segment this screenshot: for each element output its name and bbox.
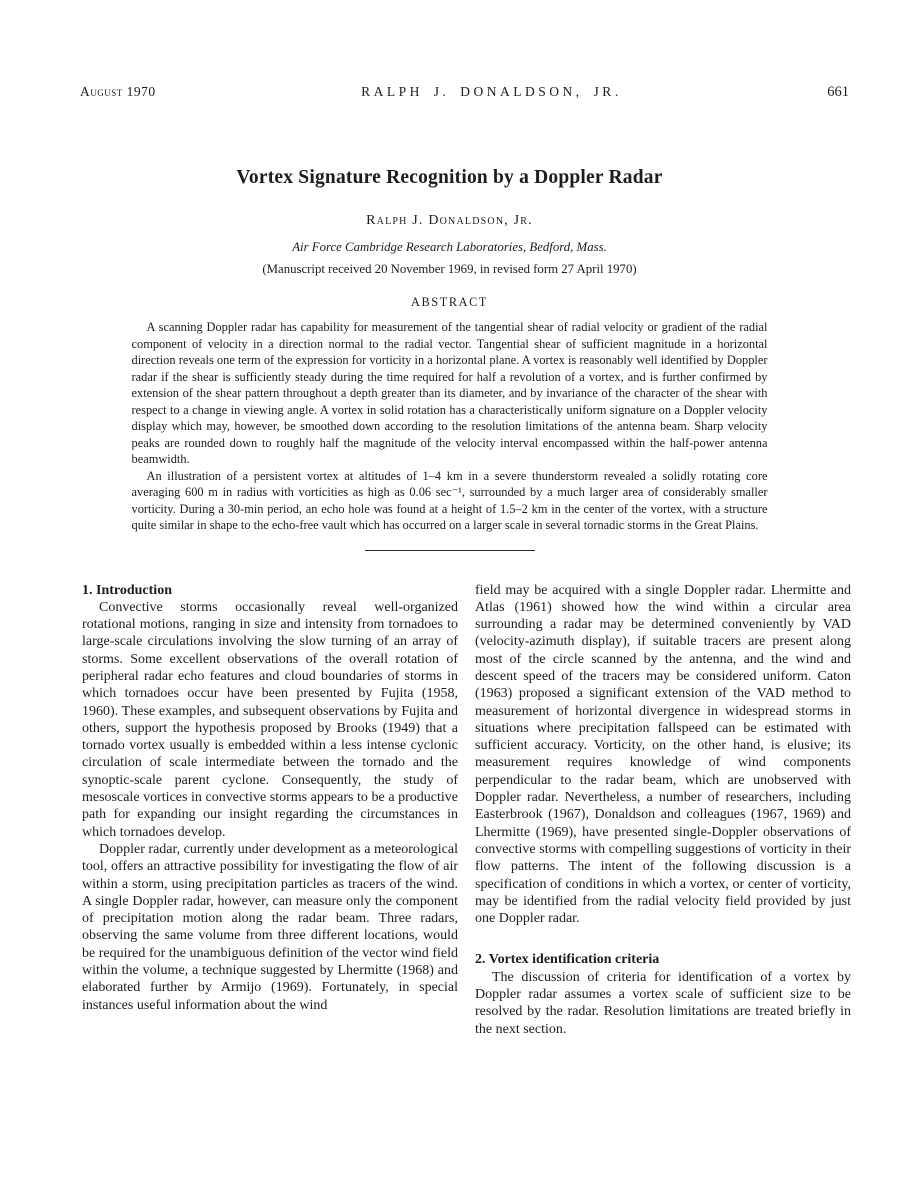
vortex-criteria-paragraph-1: The discussion of criteria for identification of a vortex by Doppler radar assumes a vortex scale of sufficient size to be resolved by the radar. Resolution limitations are treated briefly in the next section. <box>475 969 851 1037</box>
manuscript-received-note: (Manuscript received 20 November 1969, in revised form 27 April 1970) <box>262 262 637 276</box>
journal-issue: August 1970 <box>80 84 156 99</box>
running-header <box>80 84 849 101</box>
column-right <box>475 582 851 1038</box>
intro-paragraph-1: Convective storms occasionally reveal well-organized rotational motions, ranging in size and intensity from tornadoes to large-scale circulations involving the slow turning of an array of storms. Some excellent observations of the overall rotation of peripheral radar echo features and cloud boundaries of storms in which tornadoes occur have been presented by Fujita (1958, 1960). These examples, and subsequent observations by Fujita and others, support the hypothesis proposed by Brooks (1949) that a tornado vortex usually is embedded within a less intense cyclonic circulation of scale intermediate between the tornado and the synoptic-scale parent cyclone. Consequently, the study of mesoscale vortices in convective storms appears to be a productive path for expanding our insight regarding the circumstances in which tornadoes develop. <box>82 599 458 840</box>
divider-rule <box>365 550 535 551</box>
abstract-body <box>132 319 768 534</box>
intro-paragraph-2-continued: field may be acquired with a single Doppler radar. Lhermitte and Atlas (1961) showed how the wind within a circular area surrounding a radar may be determined conveniently by VAD (velocity-azimuth display), if suitable tracers are present along most of the circle scanned by the antenna, and the wind and descent speed of the tracers may be considered uniform. Caton (1963) proposed a significant extension of the VAD method to measurement of horizontal divergence in widespread storms in situations where precipitation fallspeed can be estimated with sufficient accuracy. Vorticity, on the other hand, is elusive; its measurement requires knowledge of wind components perpendicular to the radar beam, which are unobserved with Doppler radar. Nevertheless, a number of researchers, including Easterbrook (1967), Donaldson and colleagues (1967, 1969) and Lhermitte (1969), have presented single-Doppler observations of convective storms with compelling suggestions of vorticity in their flow patterns. The intent of the following discussion is a specification of conditions in which a vortex, or center of vorticity, may be identified from the radial velocity field provided by just one Doppler radar. <box>475 582 851 927</box>
author-name: Ralph J. Donaldson, Jr. <box>366 213 533 228</box>
section-heading-vortex-criteria: 2. Vortex identification criteria <box>475 952 660 968</box>
abstract-paragraph-1: A scanning Doppler radar has capability for measurement of the tangential shear of radial velocity or gradient of the radial component of velocity in a direction normal to the radial vector. Tangential shear of sufficient magnitude in a horizontal direction reveals one term of the expression for vorticity in a horizontal plane. A vortex is reasonably well identified by Doppler radar if the shear is sufficiently steady during the time required for half a revolution of a vortex, and is further confirmed by extension of the shear pattern throughout a depth greater than its diameter, and by invariance of the character of the shear with respect to a change in viewing angle. A vortex in solid rotation has a characteristically uniform signature on a Doppler velocity display which may, however, be smoothed down according to the resolution limitations of the antenna beam. Sharp velocity peaks are rounded down to roughly half the magnitude of the velocity interval encompassed within the half-power antenna beamwidth. <box>131 320 768 466</box>
page-number: 661 <box>827 84 849 100</box>
intro-paragraph-2-left: Doppler radar, currently under development as a meteorological tool, offers an attractive possibility for investigating the flow of air within a storm, using precipitation particles as tracers of the wind. A single Doppler radar, however, can measure only the component of precipitation motion along the radar beam. Three radars, observing the same volume from three different locations, would be required for the unambiguous definition of the vector wind field within the volume, a technique suggested by Lhermitte (1968) and elaborated further by Armijo (1969). Fortunately, in special instances useful information about the wind <box>82 841 458 1013</box>
column-left <box>82 582 458 1038</box>
article-title: Vortex Signature Recognition by a Doppler Radar <box>236 167 663 188</box>
running-head-author: RALPH J. DONALDSON, JR. <box>361 84 622 99</box>
abstract-heading: ABSTRACT <box>410 295 489 309</box>
section-heading-introduction: 1. Introduction <box>82 582 172 598</box>
author-affiliation: Air Force Cambridge Research Laboratories, Bedford, Mass. <box>292 240 607 254</box>
title-block <box>0 167 899 277</box>
article-body <box>82 582 851 1038</box>
abstract-paragraph-2: An illustration of a persistent vortex at altitudes of 1–4 km in a severe thunderstorm revealed a solidly rotating core averaging 600 m in radius with vorticities as high as 0.06 sec⁻¹, surrounded by a much larger area of considerably smaller vorticity. During a 30-min period, an echo hole was found at a height of 1.5–2 km in the center of the vortex, with a structure quite similar in shape to the echo-free vault which has occurred on a larger scale in several tornadic storms in the Great Plains. <box>131 468 768 532</box>
